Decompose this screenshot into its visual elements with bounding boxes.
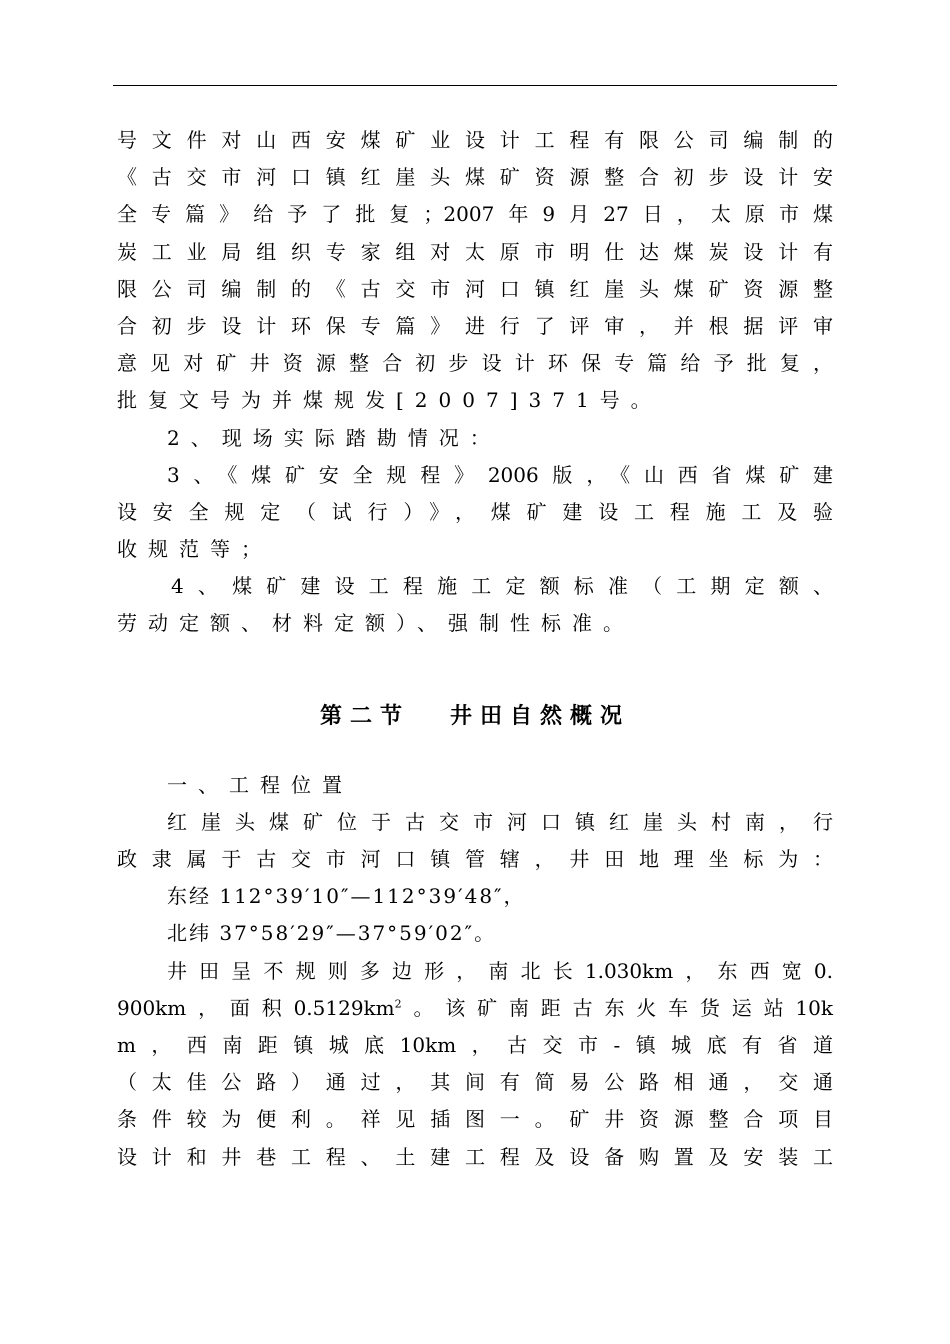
description-paragraph <box>117 953 833 1176</box>
list-item-4 <box>117 568 833 642</box>
location-paragraph <box>117 804 833 878</box>
text-line: 红崖头煤矿位于古交市河口镇红崖头村南，行 <box>167 809 833 834</box>
paragraph-continuation <box>117 122 833 420</box>
text-line: 劳动定额、材料定额）、强制性标准。 <box>117 611 634 636</box>
text-line: 政隶属于古交市河口镇管辖，井田地理坐标为： <box>117 847 833 871</box>
section-heading <box>117 697 833 737</box>
list-item-3 <box>117 457 833 569</box>
text-line: 收规范等； <box>117 537 272 562</box>
text-line: 条件较为便利。祥见插图一。矿井资源整合项目 <box>117 1107 833 1132</box>
text-line: 炭工业局组织专家组对太原市明仕达煤炭设计有 <box>117 239 833 264</box>
text-line: 4、煤矿建设工程施工定额标准（工期定额、 <box>171 574 833 599</box>
header-rule <box>113 85 837 86</box>
text-line: 900km，面积$0.5129km^2$。该矿南距古东火车货运站10k <box>117 995 833 1020</box>
text-line: m，西南距镇城底10km，古交市-镇城底有省道 <box>117 1032 833 1057</box>
subsection-heading: 一、工程位置 <box>167 772 353 797</box>
text-line: 设计和井巷工程、土建工程及设备购置及安装工 <box>117 1144 833 1169</box>
section-title: 井田自然概况 <box>450 703 631 729</box>
text-line: 合初步设计环保专篇》进行了评审，并根据评审 <box>117 313 833 338</box>
longitude-line: 东经 112°39′10″—112°39′48″， <box>167 884 526 909</box>
text-line: 井田呈不规则多边形，南北长1.030km，东西宽0. <box>167 958 833 983</box>
text-line: （太佳公路）通过，其间有简易公路相通，交通 <box>117 1070 833 1095</box>
text-line: 《古交市河口镇红崖头煤矿资源整合初步设计安 <box>117 165 833 190</box>
area-superscript: 2 <box>394 997 402 1011</box>
text-line: 全专篇》给予了批复；2007年9月27日，太原市煤 <box>117 202 833 227</box>
text-line: 3、《煤矿安全规程》2006版，《山西省煤矿建 <box>167 462 833 487</box>
text-line: 设安全规定（试行）》，煤矿建设工程施工及验 <box>117 499 833 524</box>
text-line: 批复文号为并煤规发[2007]371号。 <box>117 388 662 413</box>
document-body <box>117 122 833 1176</box>
latitude-line: 北纬 37°58′29″—37°59′02″。 <box>167 921 497 946</box>
text-line: 意见对矿井资源整合初步设计环保专篇给予批复， <box>117 351 833 376</box>
text-line: 限公司编制的《古交市河口镇红崖头煤矿资源整 <box>117 276 833 301</box>
section-number: 第二节 <box>319 703 410 729</box>
list-item-2: 2、现场实际踏勘情况： <box>167 425 501 450</box>
text-line: 号文件对山西安煤矿业设计工程有限公司编制的 <box>117 128 833 152</box>
